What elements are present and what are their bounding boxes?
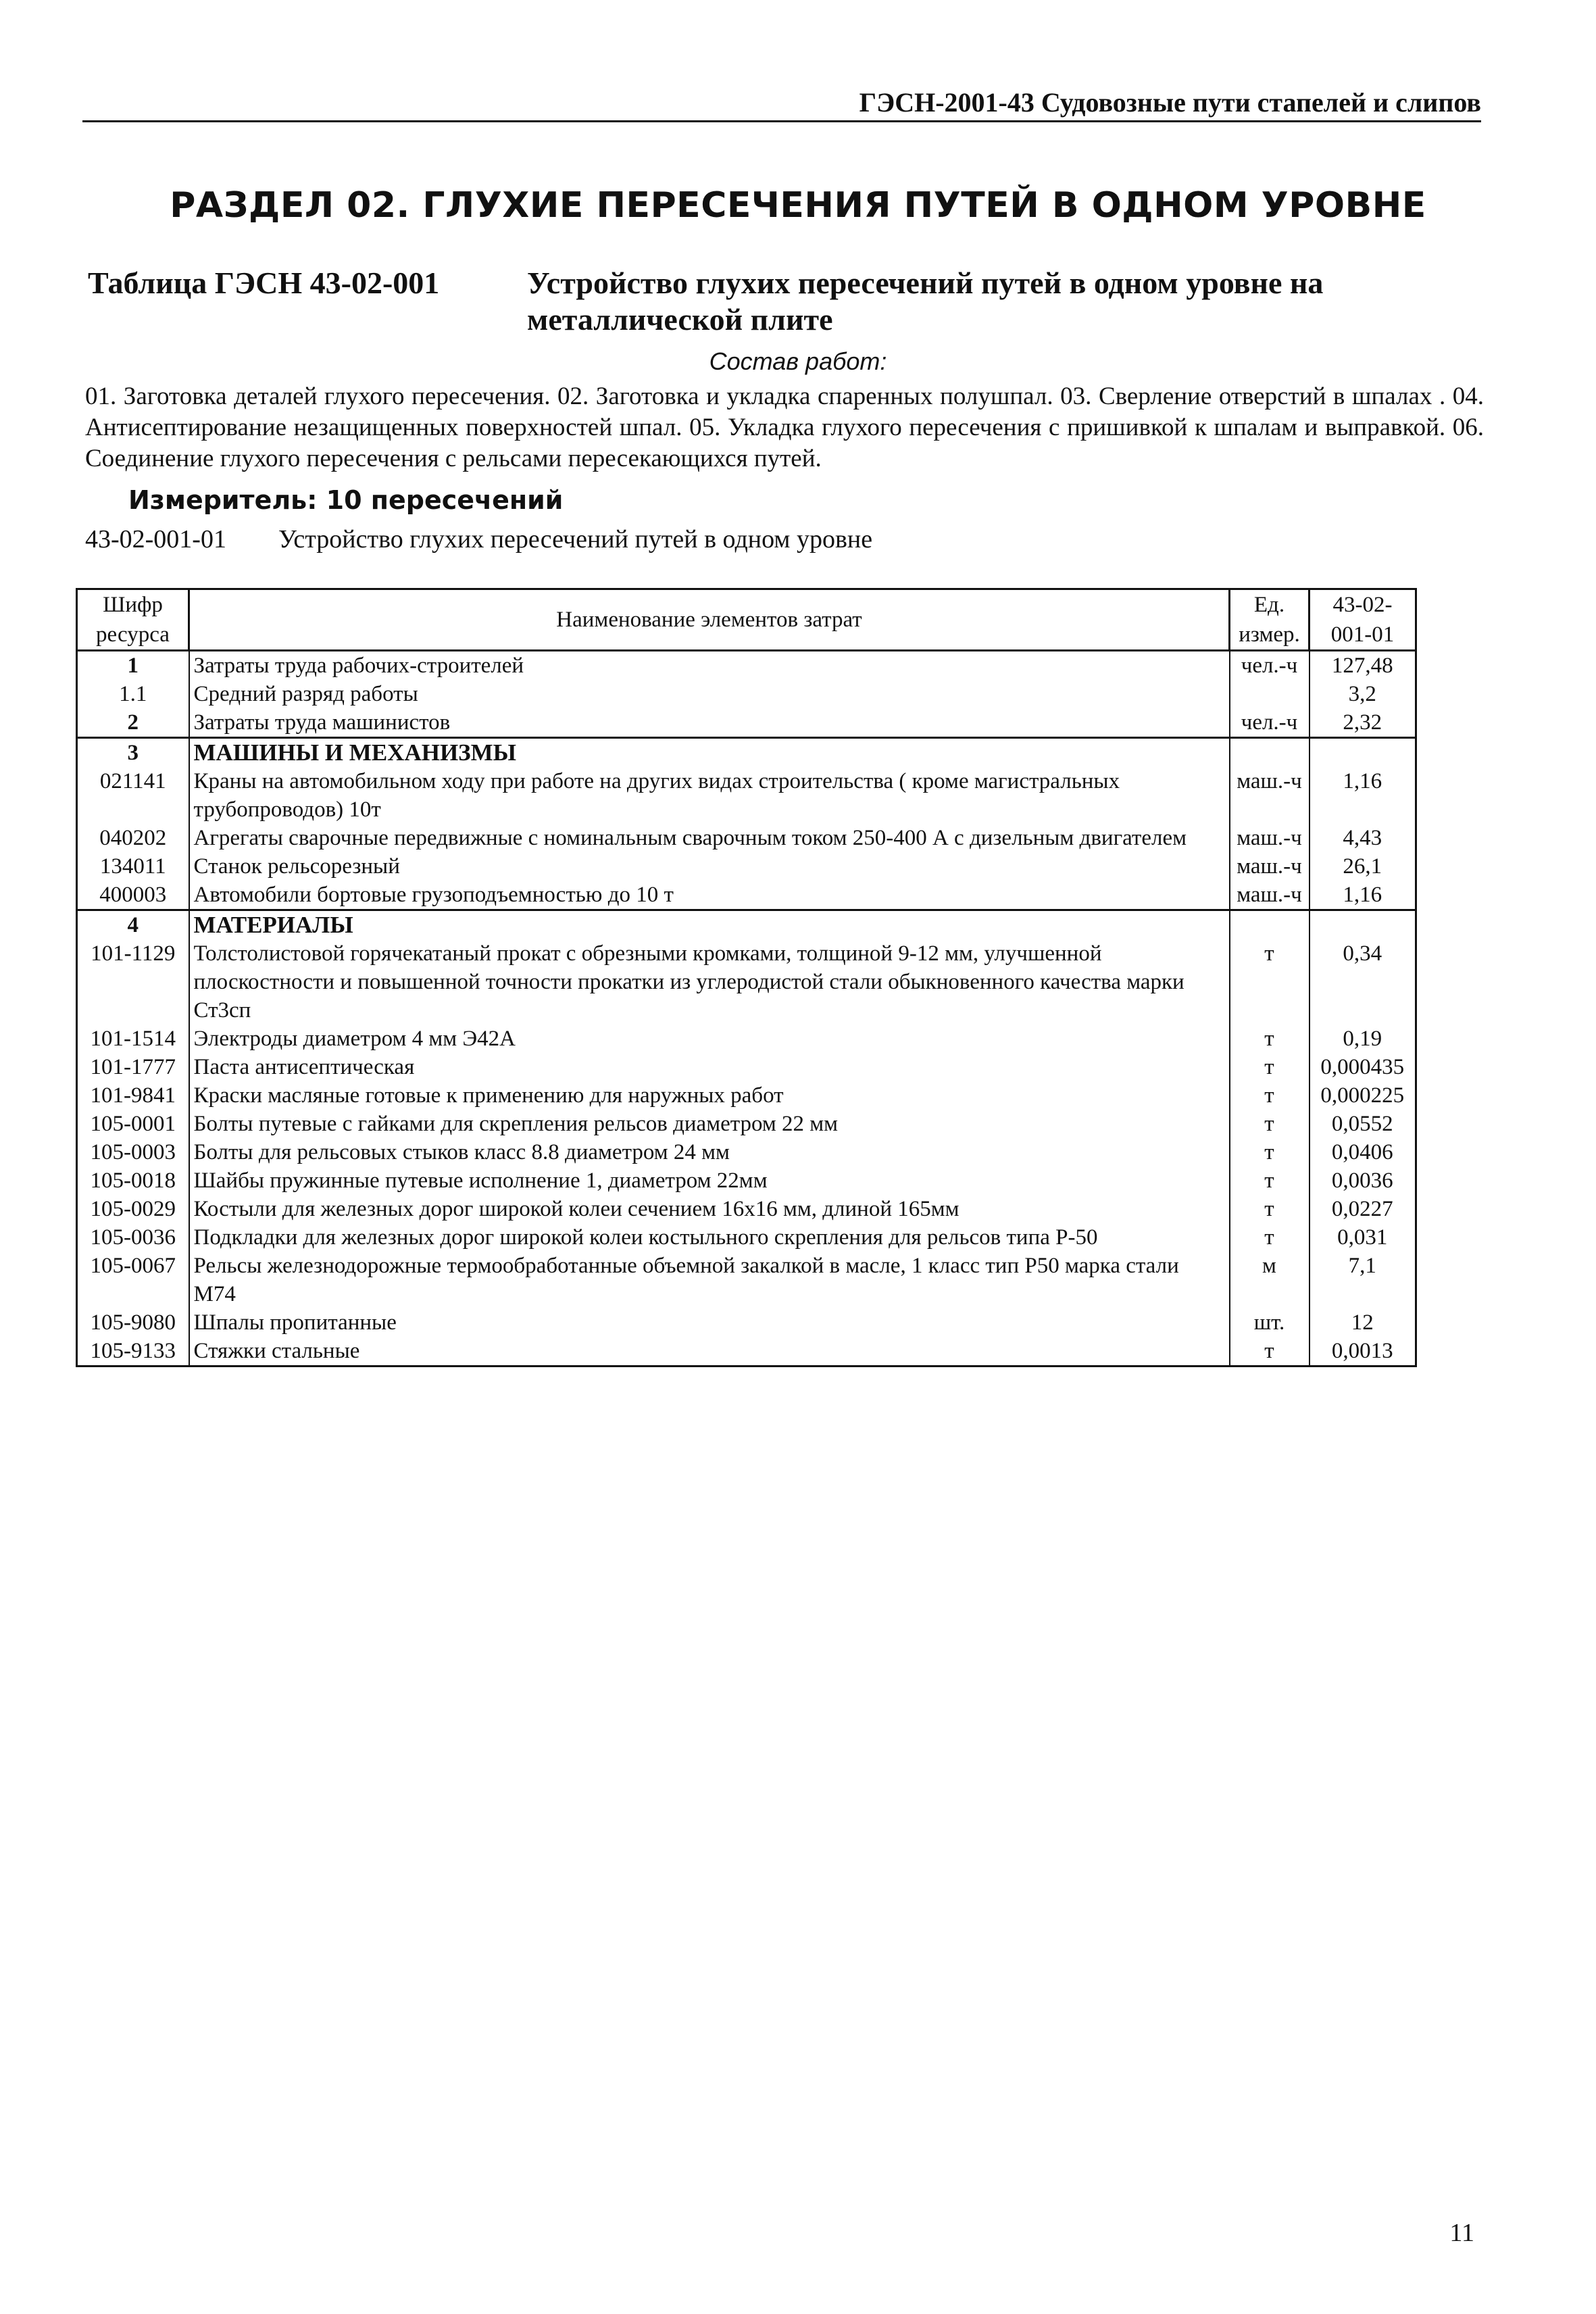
cell-name: Станок рельсорезный — [189, 852, 1230, 881]
cell-name: МАШИНЫ И МЕХАНИЗМЫ — [189, 738, 1230, 768]
table-row — [77, 708, 1416, 738]
table-row — [77, 738, 1416, 768]
table-row — [77, 852, 1416, 881]
cell-name: Стяжки стальные — [189, 1337, 1230, 1367]
cell-value — [1310, 910, 1416, 940]
table-body — [77, 651, 1416, 1367]
table-row — [77, 1081, 1416, 1110]
cell-unit: т — [1230, 1110, 1310, 1138]
cell-unit: т — [1230, 1223, 1310, 1252]
table-row — [77, 1308, 1416, 1337]
cell-value: 4,43 — [1310, 824, 1416, 852]
cell-code: 134011 — [77, 852, 189, 881]
header-rule — [82, 120, 1481, 122]
cell-name: Рельсы железнодорожные термообработанные объемной закалкой в масле, 1 класс тип Р50 марка стали М74 — [189, 1252, 1230, 1308]
cell-name: МАТЕРИАЛЫ — [189, 910, 1230, 940]
cell-name: Подкладки для железных дорог широкой колеи костыльного скрепления для рельсов типа Р-50 — [189, 1223, 1230, 1252]
cell-name: Болты путевые с гайками для скрепления рельсов диаметром 22 мм — [189, 1110, 1230, 1138]
table-header-row — [77, 589, 1416, 651]
cell-value: 0,19 — [1310, 1025, 1416, 1053]
cell-code: 105-0029 — [77, 1195, 189, 1223]
cell-code: 1.1 — [77, 680, 189, 708]
cell-value: 7,1 — [1310, 1252, 1416, 1308]
cell-name: Электроды диаметром 4 мм Э42А — [189, 1025, 1230, 1053]
cell-unit: шт. — [1230, 1308, 1310, 1337]
table-code: Таблица ГЭСН 43-02-001 — [88, 266, 440, 300]
cell-unit: т — [1230, 1138, 1310, 1166]
cell-code: 105-9133 — [77, 1337, 189, 1367]
cell-code: 3 — [77, 738, 189, 768]
cell-value: 0,031 — [1310, 1223, 1416, 1252]
header-value: 43-02-001-01 — [1310, 589, 1416, 651]
cell-value: 12 — [1310, 1308, 1416, 1337]
cell-value — [1310, 738, 1416, 768]
cell-name: Толстолистовой горячекатаный прокат с обрезными кромками, толщиной 9-12 мм, улучшенной плоскостности и повышенной точности прокатки из углеродистой стали обыкновенного качества марки Ст3сп — [189, 939, 1230, 1025]
cell-unit: чел.-ч — [1230, 708, 1310, 738]
cell-name: Костыли для железных дорог широкой колеи сечением 16х16 мм, длиной 165мм — [189, 1195, 1230, 1223]
cell-name: Краски масляные готовые к применению для наружных работ — [189, 1081, 1230, 1110]
work-composition-caption: Состав работ: — [709, 347, 887, 375]
page-number: 11 — [1449, 2219, 1474, 2247]
cell-unit: чел.-ч — [1230, 651, 1310, 681]
cell-unit — [1230, 680, 1310, 708]
cell-value: 0,34 — [1310, 939, 1416, 1025]
cell-name: Болты для рельсовых стыков класс 8.8 диаметром 24 мм — [189, 1138, 1230, 1166]
cell-code: 4 — [77, 910, 189, 940]
cell-unit: т — [1230, 1081, 1310, 1110]
table-row — [77, 1053, 1416, 1081]
cell-unit: т — [1230, 1053, 1310, 1081]
table-row — [77, 824, 1416, 852]
cell-value: 0,0227 — [1310, 1195, 1416, 1223]
cell-code: 105-0067 — [77, 1252, 189, 1308]
cell-value: 0,0552 — [1310, 1110, 1416, 1138]
cell-value: 26,1 — [1310, 852, 1416, 881]
header-name: Наименование элементов затрат — [189, 589, 1230, 651]
table-row — [77, 881, 1416, 910]
cell-code: 105-0001 — [77, 1110, 189, 1138]
cell-value: 0,000435 — [1310, 1053, 1416, 1081]
cell-value: 0,0406 — [1310, 1138, 1416, 1166]
cell-name: Шпалы пропитанные — [189, 1308, 1230, 1337]
header-unit: Ед. измер. — [1230, 589, 1310, 651]
cell-unit: маш.-ч — [1230, 824, 1310, 852]
section-title: РАЗДЕЛ 02. ГЛУХИЕ ПЕРЕСЕЧЕНИЯ ПУТЕЙ В ОДНОМ УРОВНЕ — [170, 185, 1426, 226]
cell-unit: т — [1230, 939, 1310, 1025]
cost-table — [76, 588, 1417, 1367]
table-row — [77, 1252, 1416, 1308]
cell-code: 101-1129 — [77, 939, 189, 1025]
cell-code: 101-1514 — [77, 1025, 189, 1053]
table-row — [77, 1110, 1416, 1138]
cell-name: Средний разряд работы — [189, 680, 1230, 708]
cell-unit: т — [1230, 1195, 1310, 1223]
cell-unit — [1230, 910, 1310, 940]
cell-value: 3,2 — [1310, 680, 1416, 708]
cell-name: Паста антисептическая — [189, 1053, 1230, 1081]
cell-code: 101-1777 — [77, 1053, 189, 1081]
cell-name: Автомобили бортовые грузоподъемностью до 10 т — [189, 881, 1230, 910]
table-row — [77, 1223, 1416, 1252]
cell-value: 0,0013 — [1310, 1337, 1416, 1367]
table-row — [77, 910, 1416, 940]
cell-name: Краны на автомобильном ходу при работе на других видах строительства ( кроме магистральных трубопроводов) 10т — [189, 767, 1230, 824]
cell-code: 040202 — [77, 824, 189, 852]
table-title: Устройство глухих пересечений путей в одном уровне на металлической плите — [527, 266, 1324, 337]
table-row — [77, 1025, 1416, 1053]
cell-name: Шайбы пружинные путевые исполнение 1, диаметром 22мм — [189, 1166, 1230, 1195]
table-row — [77, 939, 1416, 1025]
cell-unit: т — [1230, 1337, 1310, 1367]
cell-unit: т — [1230, 1166, 1310, 1195]
cell-unit — [1230, 738, 1310, 768]
table-row — [77, 767, 1416, 824]
cell-unit: маш.-ч — [1230, 881, 1310, 910]
cell-value: 1,16 — [1310, 767, 1416, 824]
table-row — [77, 1138, 1416, 1166]
measure-unit: Измеритель: 10 пересечений — [128, 485, 564, 515]
running-header: ГЭСН-2001-43 Судовозные пути стапелей и слипов — [859, 87, 1481, 118]
cell-value: 0,0036 — [1310, 1166, 1416, 1195]
table-row — [77, 1337, 1416, 1367]
cell-code: 105-0003 — [77, 1138, 189, 1166]
cell-unit: маш.-ч — [1230, 852, 1310, 881]
table-row — [77, 1195, 1416, 1223]
cell-code: 2 — [77, 708, 189, 738]
norm-title: Устройство глухих пересечений путей в одном уровне — [278, 525, 873, 553]
table-row — [77, 1166, 1416, 1195]
cell-value: 1,16 — [1310, 881, 1416, 910]
norm-code: 43-02-001-01 — [85, 525, 226, 553]
cell-value: 0,000225 — [1310, 1081, 1416, 1110]
cell-code: 101-9841 — [77, 1081, 189, 1110]
work-composition-text: 01. Заготовка деталей глухого пересечения. 02. Заготовка и укладка спаренных полушпал. 03. Сверление отверстий в шпалах . 04. Антисептирование незащищенных поверхностей шпал. 05. Укладка глухого пересечения с пришивкой к шпалам и выправкой. 06. Соединение глухого пересечения с рельсами пересекающихся путей. — [85, 383, 1484, 472]
cell-name: Затраты труда машинистов — [189, 708, 1230, 738]
cell-code: 105-9080 — [77, 1308, 189, 1337]
cell-unit: т — [1230, 1025, 1310, 1053]
table-row — [77, 651, 1416, 681]
cell-code: 021141 — [77, 767, 189, 824]
cell-name: Затраты труда рабочих-строителей — [189, 651, 1230, 681]
table-row — [77, 680, 1416, 708]
cell-code: 400003 — [77, 881, 189, 910]
cell-code: 105-0018 — [77, 1166, 189, 1195]
header-code: Шифр ресурса — [77, 589, 189, 651]
cell-unit: маш.-ч — [1230, 767, 1310, 824]
cell-value: 2,32 — [1310, 708, 1416, 738]
cell-name: Агрегаты сварочные передвижные с номинальным сварочным током 250-400 А с дизельным двигателем — [189, 824, 1230, 852]
cell-unit: м — [1230, 1252, 1310, 1308]
cell-value: 127,48 — [1310, 651, 1416, 681]
cell-code: 105-0036 — [77, 1223, 189, 1252]
cell-code: 1 — [77, 651, 189, 681]
